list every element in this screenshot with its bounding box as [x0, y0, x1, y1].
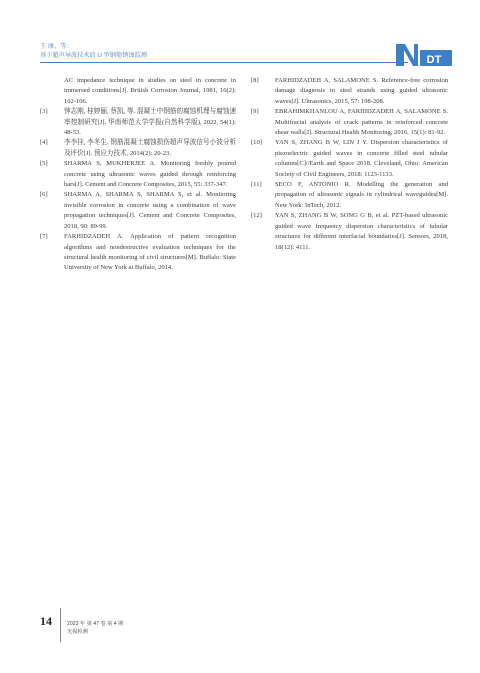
reference-text: AC impedance technique in studies on steel in concrete in immersed conditions[J]. British Corrosion Journal, 1981, 16(2): 102-106. [64, 77, 236, 105]
reference-item [40, 138, 236, 159]
reference-number: [9] [251, 108, 259, 116]
reference-text: SHARMA S, MUKHERJEE A. Monitoring freshly poured concrete using ultrasonic waves guided through reinforcing bars[J]. Cement and Concrete Composites, 2015, 55: 337-347. [64, 160, 236, 189]
reference-item [251, 107, 448, 138]
footer-issue: 2023 年 第 47 卷 第 4 期 [67, 621, 124, 627]
reference-number: [6] [40, 191, 48, 199]
footer-divider [60, 608, 61, 642]
reference-number: [8] [251, 77, 259, 84]
logo-text: DT [426, 54, 442, 66]
reference-number: [11] [251, 181, 262, 189]
reference-item [40, 190, 236, 232]
reference-number: [7] [40, 233, 48, 241]
references-left-column [40, 76, 236, 274]
running-header [40, 42, 450, 66]
reference-text: YAN S, ZHANG B W, SONG G B, et al. PZT-based ultrasonic guided wave frequency dispersion characteristics of tubular structures for different interfacial boundaries[J]. Sensors, 2018, 18(12): 4111. [275, 212, 448, 251]
reference-text: YAN S, ZHANG B W, LIN J Y. Dispersion characteristics of piezoelectric guided waves in concrete filled steel tubular columns[C]//Earth and Space 2018. Cleveland, Ohio: American Society of Civil Engineers, 2018: 1123-1133. [275, 139, 448, 178]
reference-item [40, 159, 236, 190]
reference-item [40, 76, 236, 107]
reference-item [40, 232, 236, 274]
reference-item [251, 76, 448, 107]
reference-text: SHARMA A, SHARMA S, SHARMA S, et al. Monitoring invisible corrosion in concrete using a combination of wave propagation techniques[J]. Cement and Concrete Composites, 2018, 90: 89-99. [64, 191, 236, 230]
page-number: 14 [40, 614, 52, 628]
footer-info [67, 620, 123, 636]
reference-item [251, 180, 448, 211]
header-authors: 王 康，等： [40, 43, 73, 50]
reference-text: SECO F, ANTONIO R. Modelling the generation and propagation of ultrasonic signals in cylindrical waveguides[M]. New York: InTech, 2012. [275, 181, 448, 209]
reference-text: FARHIDZADEH A, SALAMONE S. Reference-free corrosion damage diagnosis in steel strands using guided ultrasonic waves[J]. Ultrasonics, 2015, 57: 198-208. [275, 77, 448, 105]
reference-item [251, 138, 448, 180]
reference-number: [3] [40, 108, 48, 116]
references-right-column [251, 76, 448, 253]
reference-number: [5] [40, 160, 48, 168]
footer-journal: 无损检测 [67, 629, 88, 635]
header-rule [40, 62, 408, 63]
reference-number: [12] [251, 212, 262, 220]
ndt-logo [396, 42, 452, 68]
reference-item [40, 107, 236, 138]
reference-item [251, 211, 448, 253]
reference-number: [10] [251, 139, 262, 147]
reference-text: EBRAHIMKHANLOU A, FARHIDZADEH A, SALAMONE S. Multifractal analysis of crack patterns in reinforced concrete shear walls[J]. Structural Health Monitoring, 2016, 15(1): 81-92. [275, 108, 448, 137]
header-title: 基于超声导波技术的 U 型钢筋锈蚀监测 [40, 52, 147, 59]
reference-text: FARHIDZADEH A. Application of pattern recognition algorithms and nondestructive evaluation techniques for the structural health monitoring of civil structures[M]. Buffalo: State University of New York at Buffalo, 2014. [64, 233, 236, 272]
reference-text: 钟志刚, 桂婷俪, 蔡凯, 等. 混凝土中钢筋的腐蚀机理与腐蚀速率控制研究[J]. 华南师范大学学报(自然科学版), 2022, 54(1): 48-53. [64, 108, 236, 137]
reference-number: [4] [40, 139, 48, 147]
reference-text: 李李挂, 李冬生. 钢筋混凝土腐蚀损伤超声导波信号小波分析及评价[J]. 预应力技术, 2014(2): 20-23. [64, 139, 236, 157]
